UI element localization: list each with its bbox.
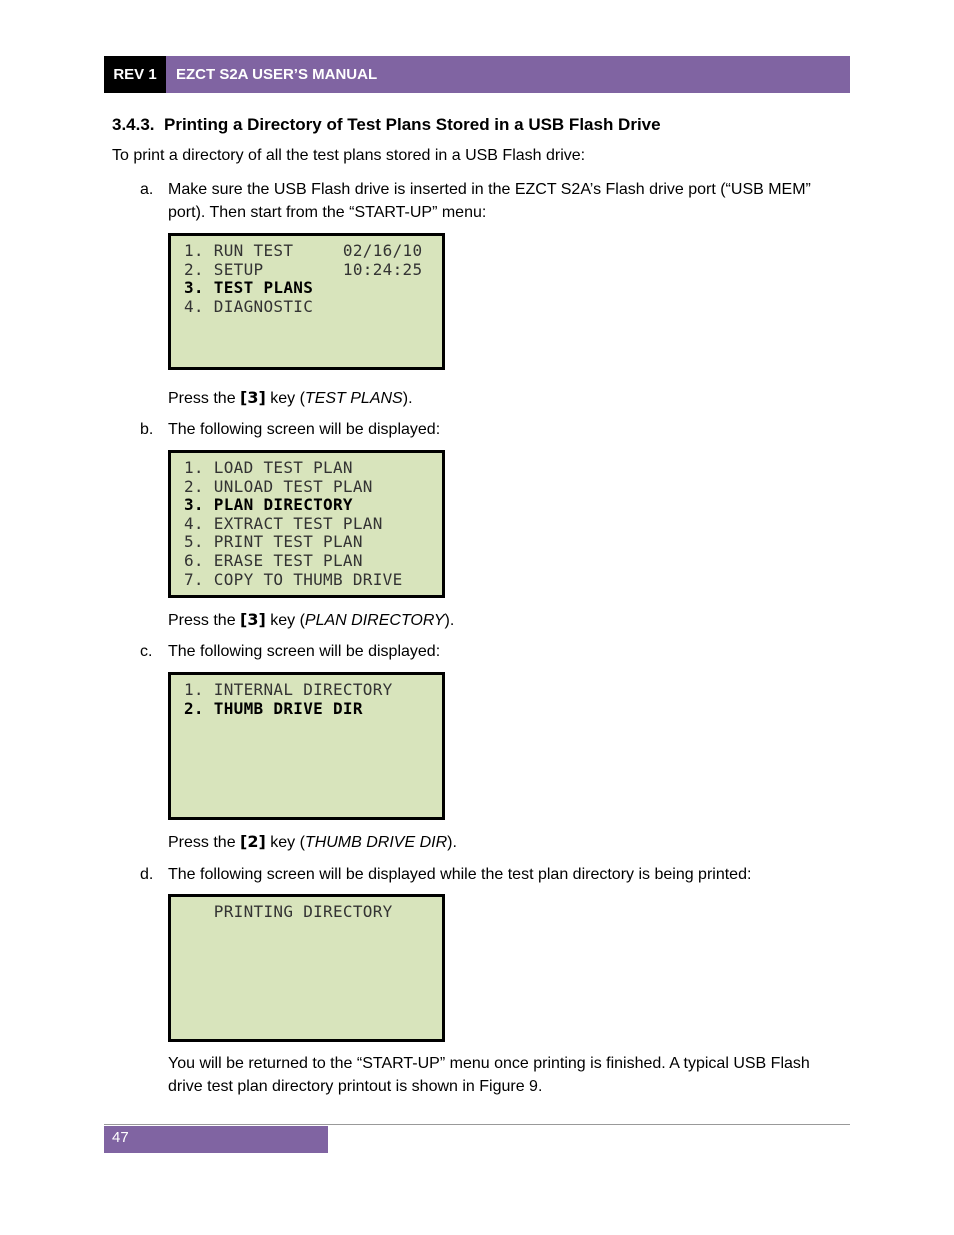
page-header <box>104 56 850 93</box>
lcd-line: 2. THUMB DRIVE DIR <box>184 698 363 718</box>
step-c-letter: c. <box>140 643 153 660</box>
step-a-instruction: Press the [3] key (TEST PLANS). <box>168 388 413 407</box>
section-heading <box>112 115 661 135</box>
section-title: Printing a Directory of Test Plans Stored in a USB Flash Drive <box>164 115 661 134</box>
lcd-line: 1. RUN TEST 02/16/10 <box>184 241 423 260</box>
lcd-line: 3. PLAN DIRECTORY <box>184 495 353 515</box>
key-label: [3] <box>240 388 266 407</box>
step-c-instruction: Press the [2] key (THUMB DRIVE DIR). <box>168 832 457 851</box>
lcd-line: 1. LOAD TEST PLAN <box>184 458 353 477</box>
lcd-line: 2. UNLOAD TEST PLAN <box>184 476 373 496</box>
footer-divider <box>104 1124 850 1125</box>
lcd-screen-directory-choice <box>168 672 445 820</box>
lcd-screen-printing <box>168 894 445 1042</box>
step-c-text: The following screen will be displayed: <box>168 643 441 660</box>
step-b-instruction: Press the [3] key (PLAN DIRECTORY). <box>168 610 455 629</box>
section-number: 3.4.3. <box>112 115 155 134</box>
step-d-text: The following screen will be displayed while the test plan directory is being printed: <box>168 866 752 883</box>
lcd-line: PRINTING DIRECTORY <box>184 902 393 921</box>
menu-option: TEST PLANS <box>304 390 403 407</box>
lcd-line: 3. TEST PLANS <box>184 278 314 298</box>
lcd-line: 5. PRINT TEST PLAN <box>184 532 363 552</box>
menu-option: THUMB DRIVE DIR <box>304 834 448 851</box>
lcd-line: 6. ERASE TEST PLAN <box>184 550 363 570</box>
section-intro: To print a directory of all the test plans stored in a USB Flash drive: <box>112 147 586 164</box>
lcd-line: 4. DIAGNOSTIC <box>184 296 314 316</box>
lcd-line: 2. SETUP 10:24:25 <box>184 259 423 279</box>
step-d-letter: d. <box>140 866 154 883</box>
lcd-line: 1. INTERNAL DIRECTORY <box>184 680 393 699</box>
lcd-screen-startup <box>168 233 445 370</box>
step-d-after-text: You will be returned to the “START-UP” menu once printing is finished. A typical USB Flash drive test plan directory printout is shown in Figure 9. <box>168 1055 810 1095</box>
manual-title: EZCT S2A USER’S MANUAL <box>166 56 850 93</box>
key-label: [3] <box>240 610 266 629</box>
lcd-line: 4. EXTRACT TEST PLAN <box>184 513 383 533</box>
step-b-text: The following screen will be displayed: <box>168 421 441 438</box>
step-b-letter: b. <box>140 421 154 438</box>
lcd-screen-test-plans <box>168 450 445 598</box>
page-number: 47 <box>104 1126 328 1153</box>
step-a-letter: a. <box>140 181 154 198</box>
step-a-text: Make sure the USB Flash drive is inserted in the EZCT S2A’s Flash drive port (“USB MEM” port). Then start from the “START-UP” menu: <box>168 181 811 221</box>
key-label: [2] <box>240 832 266 851</box>
lcd-line: 7. COPY TO THUMB DRIVE <box>184 569 403 589</box>
menu-option: PLAN DIRECTORY <box>304 612 445 629</box>
revision-label: REV 1 <box>104 56 166 93</box>
